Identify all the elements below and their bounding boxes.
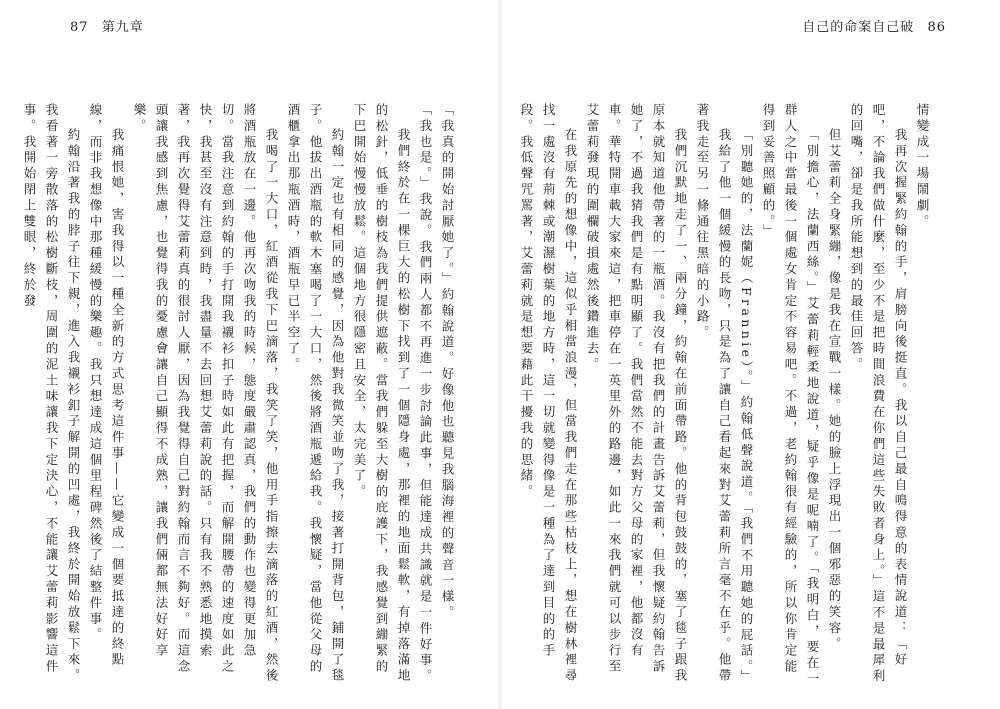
right-paragraph-8: 在我原先的想像中，這似乎相當浪漫，但當我們走在那些枯枝上，想在樹林裡尋找一處沒有荊棘或潮濕樹葉的地方時，這一切就變得像是一種為了達到目的的手段。我低聲咒罵著，艾蕾莉就是想要藉此干擾我的思緒。 <box>519 103 578 685</box>
right-page-body <box>519 103 933 691</box>
right-paragraph-3: 但艾蕾莉全身緊繃，像是我在宣戰一樣。她的臉上浮現出一個邪惡的笑容。 <box>827 128 842 653</box>
right-paragraph-2: 我再次握緊約翰的手，肩膀向後挺直。我以自己最自鳴得意的表情說道：「好吧，不論我們做什麼，至少不是把時間浪費在你們這些失敗者身上。」這不是最犀利的回嘴，卻是我所能想到的最佳回答。 <box>849 103 908 686</box>
chapter-title: 第九章 <box>101 20 144 35</box>
left-paragraph-5: 我喝了一大口，紅酒從我下巴滴落，我笑了笑，他用手指擦去滴落的紅酒，然後將酒瓶放在一邊。他再次吻我的時候，態度嚴肅認真，我們的動作也變得更加急切。當我注意到約翰的手打開我襯衫扣子時如此有把握，而解開腰帶的速度如此之快，我甚至沒有注意到時，我盡量不去回想艾蕾莉說的話。只有我不熟悉地摸索著，我再次覺得艾蕾莉真的很討人厭，因為我覺得自己對約翰而言不夠好。而這念頭讓我感到焦慮，也覺得我的憂慮會讓自己顯得不成熟，讓我們倆都無法好好享樂。 <box>132 103 279 685</box>
right-paragraph-6: 我給了他一個緩慢的長吻，只是為了讓自己看起來對艾蕾莉所言毫不在乎。他帶著我走至另一條通往黑暗的小路。 <box>695 103 732 685</box>
left-paragraph-3: 我們終於在一棵巨大的松樹下找到了一個隱身處，那裡的地面鬆軟，有掉落滿地的松針，低垂的樹枝為我們提供遮蔽。當我們躲至大樹的庇護下，我感覺到繃緊的下巴開始慢慢放鬆。這個地方很隱密且安全，太完美了。 <box>352 103 411 685</box>
right-paragraph-7: 我們沉默地走了一、兩分鐘，約翰在前面帶路。他的背包鼓鼓的，塞了毯子跟我原本就知道他帶著的一瓶酒。我沒有把我們的計畫告訴艾蕾莉，但我懷疑約翰告訴她了，不過我猜我們是有點明顯了。我們當然不能去對方父母的家裡，他都沒有車。華特開車載大家來這，把車停在一英里外的路邊，如此一來我們就可以步行至艾蕾莉發現的圍欄破損處然後鑽進去。 <box>585 103 688 685</box>
right-paragraph-1: 情變成一場鬧劇。 <box>915 103 930 231</box>
left-page-body <box>22 103 458 691</box>
right-page-number: 86 <box>927 20 946 35</box>
left-paragraph-1: 「我真的開始討厭她了。」約翰說道。好像他也聽見我腦海裡的聲音一樣。 <box>440 103 455 622</box>
right-page-header <box>794 16 946 35</box>
left-paragraph-7: 約翰沿著我的脖子往下親，進入我襯衫釦子解開的凹處，我終於開始放鬆下來。我看著一旁散落的松樹斷枝，周圍的泥土味讓我下定決心，不能讓艾蕾莉影響這件事。我開始閉上雙眼，終於發 <box>22 103 81 685</box>
left-page-header <box>70 16 152 35</box>
book-title: 自己的命案自己破 <box>802 20 915 35</box>
right-paragraph-4: 「別擔心，法蘭西絲。」艾蕾莉輕柔地說道，疑乎像是呢喃了。「我明白，要在一群人之中當最後一個處女肯定不容易吧。不過，老約翰很有經驗的，所以你肯定能得到妥善照顧的。」 <box>761 103 820 688</box>
left-page-number: 87 <box>70 20 89 35</box>
left-paragraph-4: 約翰一定也有相同的感覺，因為他對我微笑並吻了我，接著打開背包，鋪開了毯子。他拔出酒瓶的軟木塞喝了一大口，然後將酒瓶遞給我。我懷疑，當他從父母的酒櫃拿出那瓶酒時，酒瓶早已半空了。 <box>286 103 345 685</box>
page-gutter <box>497 0 503 709</box>
left-paragraph-2: 「我也是。」我說。我們兩人都不再進一步討論此事，但能達成共識就是一件好事。 <box>418 103 433 686</box>
left-paragraph-6: 我痛恨她，害我得以一種全新的方式思考這件事——它變成一個要抵達的終點線，而非我想像中那種緩慢的樂趣。我只想達成這個里程碑然後了結整件事。 <box>88 103 125 669</box>
right-paragraph-5: 「別聽她的，法蘭妮（Frannie）。」約翰低聲說道。「我們不用聽她的屁話。」 <box>739 128 754 686</box>
